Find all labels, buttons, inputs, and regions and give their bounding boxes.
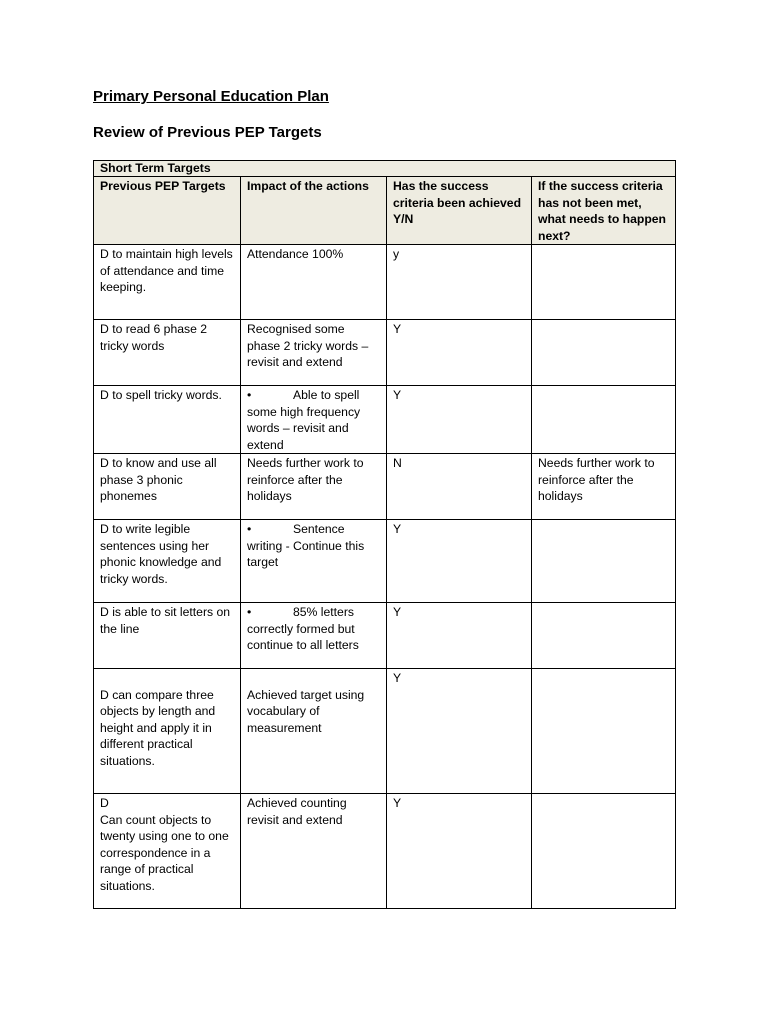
impact-text: 85% letters correctly formed but continue to all letters — [247, 605, 359, 652]
impact-cell — [241, 386, 387, 454]
achieved-cell: Y — [387, 320, 532, 386]
table-row — [94, 520, 676, 603]
next-steps-cell: Needs further work to reinforce after the holidays — [532, 454, 676, 520]
header-previous-targets: Previous PEP Targets — [94, 177, 241, 245]
document-title: Primary Personal Education Plan — [93, 88, 329, 105]
section-heading: Review of Previous PEP Targets — [93, 124, 322, 141]
next-steps-cell — [532, 245, 676, 320]
header-row — [94, 177, 676, 245]
bullet-icon: • — [247, 388, 252, 402]
impact-cell: Achieved counting revisit and extend — [241, 794, 387, 909]
pep-targets-table — [93, 160, 676, 909]
table-row — [94, 794, 676, 909]
bullet-icon: • — [247, 522, 252, 536]
impact-cell: Achieved target using vocabulary of measurement — [241, 669, 387, 794]
impact-cell — [241, 520, 387, 603]
next-steps-cell — [532, 386, 676, 454]
target-cell: D to read 6 phase 2 tricky words — [94, 320, 241, 386]
impact-cell: Attendance 100% — [241, 245, 387, 320]
target-cell: D to know and use all phase 3 phonic phonemes — [94, 454, 241, 520]
table-row — [94, 245, 676, 320]
header-next-steps: If the success criteria has not been met, what needs to happen next? — [532, 177, 676, 245]
achieved-cell: Y — [387, 794, 532, 909]
target-cell: D is able to sit letters on the line — [94, 603, 241, 669]
achieved-cell: Y — [387, 520, 532, 603]
table-row — [94, 320, 676, 386]
next-steps-cell — [532, 603, 676, 669]
table-body — [94, 161, 676, 909]
impact-cell: Recognised some phase 2 tricky words – revisit and extend — [241, 320, 387, 386]
impact-cell: Needs further work to reinforce after the holidays — [241, 454, 387, 520]
next-steps-cell — [532, 669, 676, 794]
next-steps-cell — [532, 320, 676, 386]
next-steps-cell — [532, 794, 676, 909]
table-row — [94, 386, 676, 454]
target-cell: D to write legible sentences using her phonic knowledge and tricky words. — [94, 520, 241, 603]
target-cell: D to maintain high levels of attendance and time keeping. — [94, 245, 241, 320]
table-row — [94, 669, 676, 794]
header-impact: Impact of the actions — [241, 177, 387, 245]
table-caption: Short Term Targets — [94, 161, 676, 177]
impact-text: Sentence writing - Continue this target — [247, 522, 365, 569]
header-achieved: Has the success criteria been achieved Y/N — [387, 177, 532, 245]
table-row — [94, 454, 676, 520]
target-cell: D can compare three objects by length and height and apply it in different practical situations. — [94, 669, 241, 794]
achieved-cell: Y — [387, 386, 532, 454]
target-cell: D Can count objects to twenty using one to one correspondence in a range of practical situations. — [94, 794, 241, 909]
impact-cell — [241, 603, 387, 669]
next-steps-cell — [532, 520, 676, 603]
achieved-cell: y — [387, 245, 532, 320]
achieved-cell: Y — [387, 669, 532, 794]
achieved-cell: N — [387, 454, 532, 520]
target-cell: D to spell tricky words. — [94, 386, 241, 454]
table-row — [94, 603, 676, 669]
achieved-cell: Y — [387, 603, 532, 669]
table-caption-row — [94, 161, 676, 177]
impact-text: Able to spell some high frequency words – revisit and extend — [247, 388, 361, 452]
bullet-icon: • — [247, 605, 252, 619]
